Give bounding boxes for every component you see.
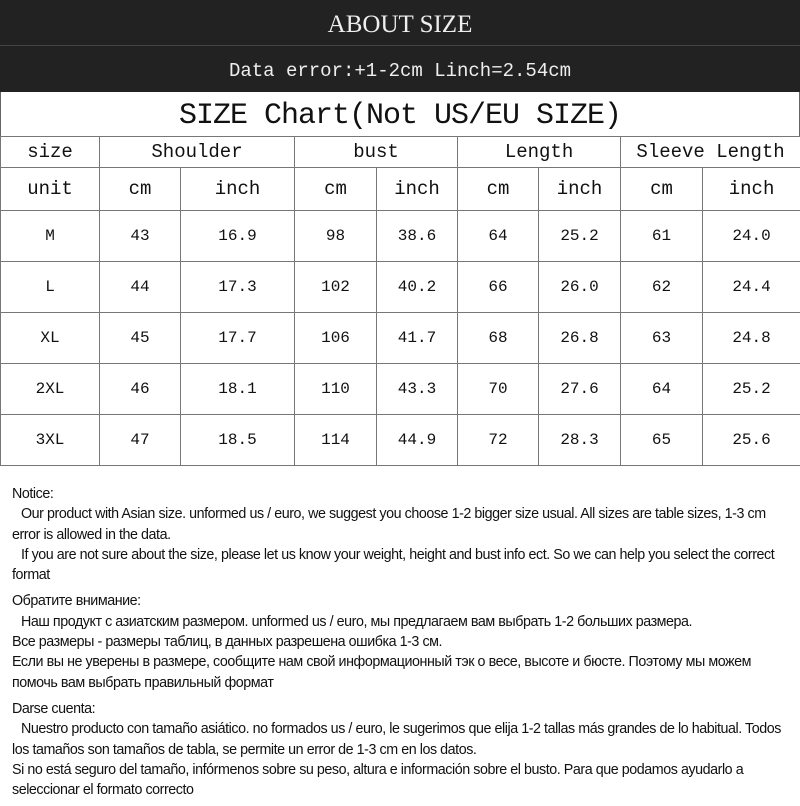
value-cell: 44: [100, 262, 181, 313]
value-cell: 70: [458, 364, 539, 415]
table-row: [1, 211, 800, 262]
value-cell: 41.7: [377, 313, 458, 364]
size-cell: XL: [1, 313, 100, 364]
unit-cell: inch: [539, 168, 621, 211]
value-cell: 43.3: [377, 364, 458, 415]
value-cell: 65: [621, 415, 703, 466]
header-row-measurements: [1, 137, 800, 168]
size-table: [0, 136, 800, 466]
value-cell: 26.0: [539, 262, 621, 313]
shoulder-header: Shoulder: [100, 137, 295, 168]
value-cell: 72: [458, 415, 539, 466]
value-cell: 62: [621, 262, 703, 313]
value-cell: 47: [100, 415, 181, 466]
unit-cell: cm: [458, 168, 539, 211]
data-error-note: Data error:+1-2cm Linch=2.54cm: [0, 46, 800, 92]
table-row: [1, 415, 800, 466]
unit-cell: inch: [377, 168, 458, 211]
bust-header: bust: [295, 137, 458, 168]
notice-ru-2: Все размеры - размеры таблиц, в данных разрешена ошибка 1-3 см.: [12, 634, 442, 650]
value-cell: 25.2: [703, 364, 800, 415]
header-row-units: [1, 168, 800, 211]
notice-title-en: Notice:: [12, 486, 53, 502]
value-cell: 16.9: [181, 211, 295, 262]
value-cell: 114: [295, 415, 377, 466]
value-cell: 64: [621, 364, 703, 415]
table-row: [1, 364, 800, 415]
size-cell: 2XL: [1, 364, 100, 415]
size-cell: L: [1, 262, 100, 313]
size-chart-title: SIZE Chart(Not US/EU SIZE): [0, 92, 800, 137]
value-cell: 106: [295, 313, 377, 364]
notice-es-2: Si no está seguro del tamaño, infórmenos sobre su peso, altura e información sobre el busto. Para que podamos ayudarlo a seleccionar el formato correcto: [12, 762, 743, 798]
value-cell: 25.6: [703, 415, 800, 466]
value-cell: 24.8: [703, 313, 800, 364]
value-cell: 110: [295, 364, 377, 415]
value-cell: 66: [458, 262, 539, 313]
value-cell: 24.0: [703, 211, 800, 262]
table-row: [1, 262, 800, 313]
value-cell: 24.4: [703, 262, 800, 313]
value-cell: 45: [100, 313, 181, 364]
value-cell: 64: [458, 211, 539, 262]
value-cell: 61: [621, 211, 703, 262]
size-cell: 3XL: [1, 415, 100, 466]
notice-ru-1: Наш продукт с азиатским размером. unformed us / euro, мы предлагаем вам выбрать 1-2 больших размера.: [12, 614, 692, 630]
value-cell: 98: [295, 211, 377, 262]
size-cell: M: [1, 211, 100, 262]
notice-en-2: If you are not sure about the size, please let us know your weight, height and bust info ect. So we can help you select the correct format: [12, 547, 774, 583]
value-cell: 40.2: [377, 262, 458, 313]
about-size-header: ABOUT SIZE: [0, 0, 800, 46]
notice-title-es: Darse cuenta:: [12, 701, 95, 717]
unit-cell: inch: [703, 168, 800, 211]
value-cell: 25.2: [539, 211, 621, 262]
value-cell: 38.6: [377, 211, 458, 262]
notice-ru-3: Если вы не уверены в размере, сообщите нам свой информационный тэк о весе, высоте и бюсте. Поэтому мы можем помочь вам выбрать правильный формат: [12, 654, 751, 690]
value-cell: 102: [295, 262, 377, 313]
unit-cell: cm: [295, 168, 377, 211]
notice-es-1: Nuestro producto con tamaño asiático. no formados us / euro, le sugerimos que elija 1-2 tallas más grandes de lo habitual. Todos los tamaños son tamaños de tabla, se permite un error de 1-3 cm en los datos.: [12, 721, 781, 757]
unit-cell: cm: [621, 168, 703, 211]
value-cell: 26.8: [539, 313, 621, 364]
value-cell: 17.3: [181, 262, 295, 313]
sleeve-length-header: Sleeve Length: [621, 137, 800, 168]
value-cell: 68: [458, 313, 539, 364]
length-header: Length: [458, 137, 621, 168]
value-cell: 17.7: [181, 313, 295, 364]
value-cell: 46: [100, 364, 181, 415]
unit-header: unit: [1, 168, 100, 211]
value-cell: 27.6: [539, 364, 621, 415]
unit-cell: cm: [100, 168, 181, 211]
notice-en-1: Our product with Asian size. unformed us / euro, we suggest you choose 1-2 bigger size usual. All sizes are table sizes, 1-3 cm error is allowed in the data.: [12, 506, 766, 542]
unit-cell: inch: [181, 168, 295, 211]
size-header: size: [1, 137, 100, 168]
value-cell: 43: [100, 211, 181, 262]
notice-title-ru: Обратите внимание:: [12, 593, 141, 609]
value-cell: 44.9: [377, 415, 458, 466]
value-cell: 28.3: [539, 415, 621, 466]
value-cell: 63: [621, 313, 703, 364]
value-cell: 18.5: [181, 415, 295, 466]
notice-section: [12, 484, 797, 806]
table-row: [1, 313, 800, 364]
value-cell: 18.1: [181, 364, 295, 415]
